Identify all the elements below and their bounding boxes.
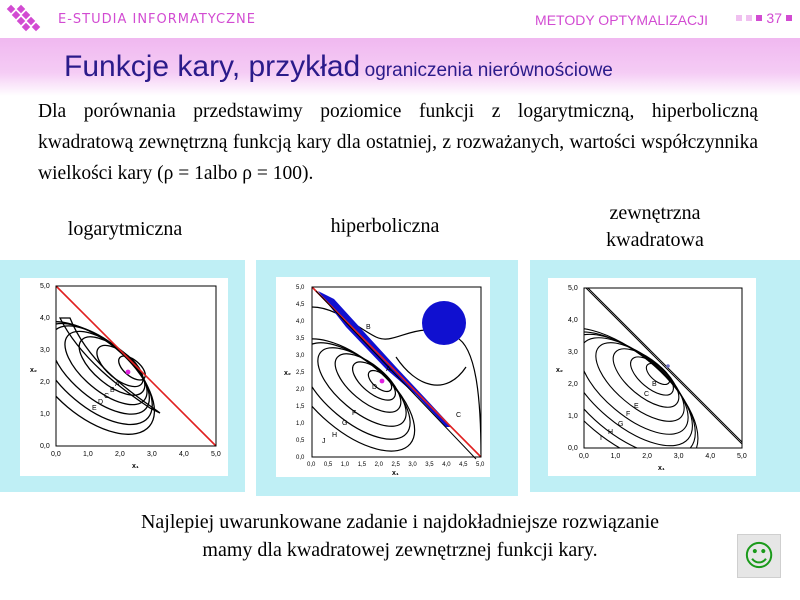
tick-label: 1,0 — [340, 462, 350, 468]
contour-plot-hyperbolic — [276, 277, 490, 477]
svg-text:J: J — [322, 438, 326, 445]
tick-label: 5,0 — [737, 453, 747, 460]
tick-label: 3,0 — [147, 451, 157, 458]
conclusion-line1: Najlepiej uwarunkowane zadanie i najdokładniejsze rozwiązanie — [140, 511, 660, 533]
tick-label: 5,0 — [211, 451, 221, 458]
label-quadratic-line1: zewnętrzna — [609, 202, 701, 224]
svg-text:H: H — [332, 432, 338, 439]
svg-text:C: C — [456, 412, 462, 419]
tick-label: 1,5 — [296, 404, 305, 410]
tick-label: 4,0 — [705, 453, 716, 460]
tick-label: 3,5 — [425, 462, 434, 468]
contour-plot-logarithmic — [20, 278, 228, 476]
svg-text:E: E — [92, 405, 97, 412]
course-name: METODY OPTYMALIZACJI — [535, 12, 708, 28]
plot-hyperbolic — [276, 277, 490, 477]
svg-text:B: B — [652, 381, 657, 388]
page-indicator — [736, 10, 792, 26]
svg-text:E: E — [634, 403, 639, 410]
tick-label: 2,0 — [296, 387, 305, 393]
tick-label: 4,0 — [296, 319, 305, 325]
x-axis-label: x₁ — [392, 470, 399, 477]
tick-label: 2,5 — [296, 370, 305, 376]
tick-label: 5,0 — [568, 285, 578, 292]
x-axis-label: x₁ — [658, 465, 665, 472]
tick-label: 0,5 — [323, 462, 333, 468]
pager-square-icon — [736, 15, 742, 21]
label-quadratic-line2: kwadratowa — [606, 229, 704, 251]
slide-title-sub: ograniczenia nierównościowe — [364, 60, 613, 81]
top-bar — [0, 0, 800, 38]
y-axis-label: x₂ — [30, 367, 38, 374]
label-logarithmic: logarytmiczna — [67, 218, 183, 240]
x-axis-label: x₁ — [132, 463, 139, 470]
tick-label: 2,0 — [374, 462, 383, 468]
tick-label: 4,0 — [179, 451, 189, 458]
tick-label: 2,0 — [115, 451, 125, 458]
plot-quadratic — [548, 278, 756, 476]
tick-label: 0,0 — [51, 451, 61, 458]
svg-text:C: C — [104, 393, 110, 400]
tick-label: 2,5 — [391, 462, 400, 468]
tick-label: 1,5 — [357, 462, 367, 468]
svg-text:D: D — [372, 384, 378, 391]
tick-label: 3,0 — [408, 462, 417, 468]
tick-label: 0,0 — [296, 455, 305, 461]
tick-label: 3,0 — [40, 347, 50, 354]
tick-label: 4,5 — [459, 462, 468, 468]
tick-label: 5,0 — [296, 285, 305, 291]
pager-square-icon — [786, 15, 792, 21]
pager-square-icon — [756, 15, 762, 21]
conclusion-text — [60, 508, 740, 564]
tick-label: 2,0 — [642, 453, 652, 460]
tick-label: 2,0 — [40, 379, 50, 386]
tick-label: 3,0 — [568, 349, 578, 356]
svg-text:G: G — [342, 420, 348, 427]
svg-text:A: A — [386, 366, 391, 373]
svg-text:B: B — [366, 324, 371, 331]
tick-label: 1,0 — [568, 413, 578, 420]
intro-paragraph: Dla porównania przedstawimy poziomice funkcji z logarytmiczną, hiperboliczną kwadratową zewnętrzną funkcją kary dla ostatniej, z rozważanych, wartości współczynnika wielkości kary (ρ = 1albo ρ = 100). — [38, 101, 758, 184]
tick-label: 4,0 — [568, 317, 578, 324]
tick-label: 0,5 — [296, 438, 305, 444]
tick-label: 0,0 — [40, 443, 50, 450]
tick-label: 1,0 — [610, 453, 621, 460]
tick-label: 5,0 — [40, 283, 50, 290]
tick-label: 4,0 — [442, 462, 451, 468]
smiley-icon[interactable]: ☺ — [737, 534, 781, 578]
tick-label: 2,0 — [568, 381, 578, 388]
label-quadratic — [570, 200, 740, 254]
svg-text:I: I — [600, 435, 602, 442]
conclusion-line2: mamy dla kwadratowej zewnętrznej funkcji kary. — [202, 539, 598, 561]
pager-square-icon — [746, 15, 752, 21]
y-axis-label: x₂ — [284, 370, 292, 377]
svg-text:D: D — [98, 399, 104, 406]
svg-text:A: A — [115, 381, 120, 388]
svg-text:F: F — [626, 411, 631, 418]
svg-text:F: F — [352, 410, 357, 417]
tick-label: 1,0 — [83, 451, 93, 458]
slide-title — [64, 50, 613, 84]
label-hyperbolic: hiperboliczna — [330, 215, 440, 237]
tick-label: 1,0 — [40, 411, 50, 418]
svg-text:B: B — [110, 387, 115, 394]
tick-label: 3,0 — [673, 453, 684, 460]
brand-name: E-STUDIA INFORMATYCZNE — [58, 12, 256, 27]
svg-text:H: H — [608, 429, 614, 436]
tick-label: 0,0 — [568, 445, 578, 452]
tick-label: 4,0 — [40, 315, 50, 322]
tick-label: 0,0 — [579, 453, 589, 460]
y-axis-label: x₂ — [556, 367, 564, 374]
svg-text:G: G — [618, 421, 624, 428]
tick-label: 3,5 — [296, 336, 305, 342]
logo-icon — [4, 4, 48, 34]
slide-title-main: Funkcje kary, przykład — [64, 50, 361, 83]
tick-label: 1,0 — [296, 421, 305, 427]
svg-text:C: C — [644, 391, 650, 398]
contour-plot-quadratic — [548, 278, 756, 476]
tick-label: 5,0 — [476, 462, 485, 468]
tick-label: 3,0 — [296, 353, 305, 359]
plot-logarithmic — [20, 278, 228, 476]
tick-label: 4,5 — [296, 302, 305, 308]
tick-label: 0,0 — [307, 462, 316, 468]
page-number: 37 — [766, 10, 782, 26]
